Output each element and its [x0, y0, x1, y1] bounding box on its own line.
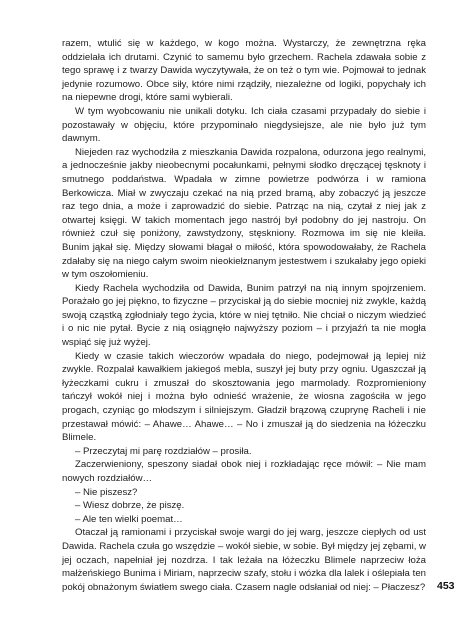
paragraph: W tym wyobcowaniu nie unikali dotyku. Ich ciała czasami przypadały do siebie i pozostawały w objęciu, które przypominało niegdysiejsze, ale nie było już tym dawnym. — [62, 105, 426, 145]
paragraph: razem, wtulić się w każdego, w kogo można. Wystarczy, że zewnętrzna ręka oddzielała ich drutami. Czynić to samemu było grzechem. Rachela zdawała sobie z tego sprawę i z twarzy Dawida wyczytywała, że on też o tym wie. Pojmował to jednak jedynie rozumowo. Obce siły, które nimi rządziły, niezależne od logiki, popychały ich na niepewne drogi, które sami wybierali. — [62, 38, 426, 104]
dialogue-line: – Wiesz dobrze, że piszę. — [75, 500, 185, 512]
paragraph: Kiedy Rachela wychodziła od Dawida, Bunim patrzył na nią innym spojrzeniem. Porażało go jej piękno, to fizyczne – przyciskał ją do siebie mocniej niż zwykle, każdą swoją cząstką zgłodniały tego życia, które w niej tętniło. Nie chciał o niczym wiedzieć i o nic nie pytał. Bycie z nią osiągnęło najwyższy poziom – i przyjaźń ta nie mogła wspiąć się już wyżej. — [62, 282, 426, 349]
dialogue-line: – Przeczytaj mi parę rozdziałów – prosiła. — [75, 445, 252, 457]
page-number: 453 — [437, 580, 455, 592]
paragraph: Zaczerwieniony, speszony siadał obok niej i rozkładając ręce mówił: – Nie mam nowych rozdziałów… — [62, 459, 426, 484]
body-text — [62, 37, 426, 594]
dialogue-line: – Ale ten wielki poemat… — [75, 513, 183, 525]
dialogue-line: – Nie piszesz? — [75, 486, 138, 498]
paragraph: Kiedy w czasie takich wieczorów wpadała do niego, podejmował ją lepiej niż zwykle. Rozpalał kawałkiem jakiegoś mebla, suszył jej buty przy ogniu. Ugaszczał ją łyżeczkami cukru i zmuszał do skosztowania jego marmolady. Rozpromieniony tańczył wokół niej i można było odnieść wrażenie, że wiosna zagościła w jego progach, czyniąc go młodszym i silniejszym. Gładził brązową czuprynę Racheli i nie przestawał mówić: – Ahawe… Ahawe… – No i zmuszał ją do siedzenia na łóżeczku Blimele. — [62, 350, 426, 444]
paragraph: Niejeden raz wychodziła z mieszkania Dawida rozpalona, odurzona jego realnymi, a jednocześnie jakby nieobecnymi pocałunkami, pełnymi słodko dręczącej tęsknoty i smutnego poddaństwa. Wpadała w zimne powietrze podwórza i w ramiona Berkowicza. Miał w zwyczaju czekać na nią przed bramą, aby zobaczyć ją jeszcze raz tego dnia, a może i zaprowadzić do siebie. Patrząc na nią, czytał z niej jak z otwartej księgi. W takich momentach jego nastrój był podobny do jej nastroju. On również czuł się poniżony, zawstydzony, stęskniony. Rozmowa im się nie kleiła. Bunim jąkał się. Między słowami błagał o miłość, która spowodowałaby, że Rachela zdałaby się na niego całym swoim nieokiełznanym jestestwem i szukałaby jego opieki w tym oszołomieniu. — [62, 146, 426, 281]
paragraph: Otaczał ją ramionami i przyciskał swoje wargi do jej warg, jeszcze ciepłych od ust Dawida. Rachela czuła go wszędzie – wokół siebie, w sobie. Był między jej zębami, w jej oczach, napełniał jej nozdrza. I tak leżała na łóżeczku Blimele naprzeciw łoża małżeńskiego Bunima i Miriam, naprzeciw szafy, stołu i wózka dla lalek i oślepiała ten pokój obnażonym światłem swego ciała. Czasem nagle odsłaniał od niej: – Płaczesz? — [62, 527, 426, 593]
